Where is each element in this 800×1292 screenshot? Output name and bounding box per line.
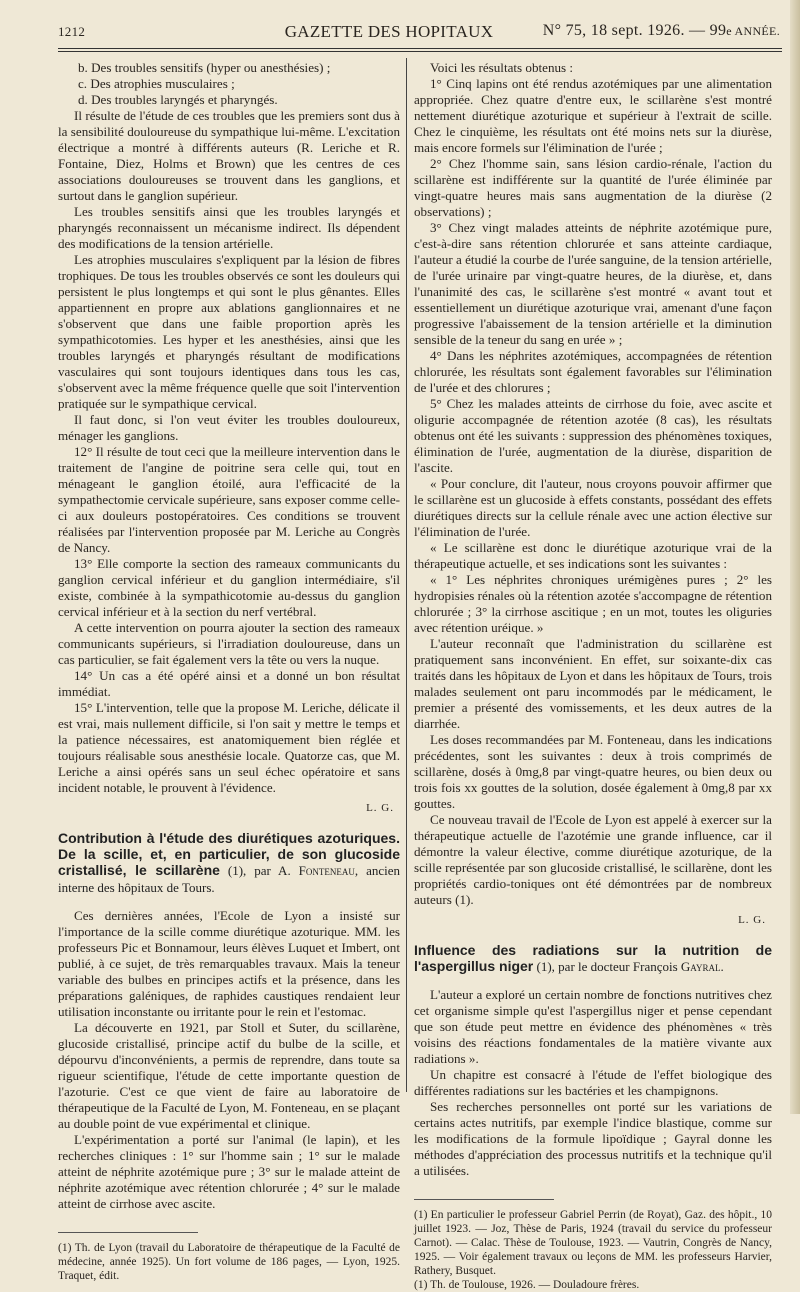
paragraph: 12° Il résulte de tout ceci que la meilleure intervention dans le traitement de l'angine de poitrine sera celle qui, tout en ménageant le ganglion étoilé, aura l'efficacité de la sympathectomie cervicale supérieure, sans exposer comme celle-ci aux douleurs postopératoires. Ces conditions se trouvent réalisées par l'intervention proposée par M. Leriche au Congrès de Nancy. <box>58 444 400 555</box>
paragraph: Il résulte de l'étude de ces troubles que les premiers sont dus à la sensibilité douloureuse du sympathique lui-même. L'excitation électrique a montré à différents auteurs (R. Leriche et R. Fontaine, Diez, Holms et Brown) que les centres de ces associations douloureuses se trouvent dans les ganglions, et surtout dans le ganglion supérieur. <box>58 108 400 203</box>
section-heading <box>414 942 772 975</box>
issue-suffix: e ANNÉE. <box>726 24 780 38</box>
signature: L. G. <box>738 914 766 926</box>
heading-rest: (1), par A. <box>219 863 299 878</box>
paragraph: 3° Chez vingt malades atteints de néphrite azotémique pure, c'est-à-dire sans rétention chlorurée et sans atteinte cardiaque, l'auteur a étudié la courbe de l'urée sanguine, de la tension artérielle, de l'urée urinaire par vingt-quatre heures, de la diurèse, et, dans l'unanimité des cas, le scillarène s'est montré « avant tout et essentiellement un diurétique azoturique vrai, amenant d'une façon progressive l'abaissement de la tension artérielle et la diminution sensible de la teneur du sang en urée » ; <box>414 220 772 347</box>
paragraph: 15° L'intervention, telle que la propose M. Leriche, délicate il est vrai, mais nullement difficile, si l'on sait y mettre le temps et la patience nécessaires, est anatomiquement bien réglée et toujours réalisable sous anesthésie locale. Quatorze cas, que M. Leriche a ainsi opérés sans un seul échec opératoire et sans incident notable, le prouvent à l'évidence. <box>58 700 400 795</box>
heading-author: Gayral <box>680 959 721 974</box>
heading-rest-end: , ancien interne des hôpitaux de Tours. <box>58 863 401 895</box>
right-column <box>414 60 772 1292</box>
heading-rest: (1), par le docteur François <box>533 959 681 974</box>
paragraph: Les atrophies musculaires s'expliquent par la lésion de fibres trophiques. De tous les troubles observés ce sont les douleurs qui persistent le plus longtemps et qui sont le plus gênantes. Elles appartiennent en propre aux ablations ganglionnaires et ne s'observent que dans une faible proportion après les sympathicotomies. Les hyper et les anesthésies, ainsi que les troubles laryngés et pharyngés résultant de modifications vasculaires qui sont toujours identiques dans tous les cas, s'observent avec la même fréquence quelle que soit l'intervention pratiquée sur le sympathique cervical. <box>58 252 400 411</box>
section-heading <box>58 830 400 896</box>
paragraph: A cette intervention on pourra ajouter la section des rameaux communicants supérieurs, si l'irradiation douloureuse, dans un cas particulier, se fait également vers la tête ou vers la nuque. <box>58 620 400 667</box>
left-column <box>58 60 400 1283</box>
paragraph: La découverte en 1921, par Stoll et Suter, du scillarène, glucoside cristallisé, principe actif du bulbe de la scille, et dépourvu d'inconvénients, a permis de reprendre, dans toute sa rigueur scientifique, l'étude de cette importante question de l'azoturie. C'est ce que vient de faire au laboratoire de thérapeutique de la Faculté de Lyon, M. Fonteneau, en se plaçant au double point de vue expérimental et clinique. <box>58 1020 400 1131</box>
paragraph: Voici les résultats obtenus : <box>430 60 574 75</box>
paragraph: « 1° Les néphrites chroniques urémigènes pures ; 2° les hydropisies rénales où la rétention azotée s'accompagne de rétention chlorurée ; 3° la cirrhose ascitique ; en un mot, toutes les oliguries avec rétention uréique. » <box>414 572 772 635</box>
paragraph: « Le scillarène est donc le diurétique azoturique vrai de la thérapeutique actuelle, et ses indications sont les suivantes : <box>414 540 772 571</box>
running-header <box>58 22 780 44</box>
paragraph: Ces dernières années, l'Ecole de Lyon a insisté sur l'importance de la scille comme diurétique azoturique. MM. les professeurs Pic et Bonnamour, leurs élèves Luquet et Imbert, ont publié, à ce sujet, de très remarquables travaux. Mais la teneur variable des bulbes en principes actifs et la présence, dans les préparations galéniques, de raphides caustiques rendaient leur utilisation inconstante ou irritante pour le rein et l'estomac. <box>58 908 400 1019</box>
paragraph: 13° Elle comporte la section des rameaux communicants du ganglion cervical inférieur et du ganglion intermédiaire, s'il existe, combinée à la sympathicotomie au-dessus du ganglion cervical inférieur et à la section du nerf vertébral. <box>58 556 400 619</box>
paragraph: 2° Chez l'homme sain, sans lésion cardio-rénale, l'action du scillarène est indifférente sur la quantité de l'urée éliminée par vingt-quatre heures mais sans augmentation de la diurèse (2 observations) ; <box>414 156 772 219</box>
paragraph: 4° Dans les néphrites azotémiques, accompagnées de rétention chlorurée, les résultats sont également favorables sur l'élimination de l'urée et des chlorures ; <box>414 348 772 395</box>
footnote: (1) Th. de Lyon (travail du Laboratoire de thérapeutique de la Faculté de médecine, année 1925). Un fort volume de 186 pages, — Lyon, 1925. Traquet, édit. <box>58 1242 400 1282</box>
header-rule <box>58 48 782 52</box>
page-edge-shadow <box>790 0 800 1114</box>
page-number: 1212 <box>58 24 86 39</box>
heading-rest-end: . <box>720 959 724 974</box>
heading-title: Influence des radiations sur la nutrition de l'aspergillus niger <box>414 942 772 974</box>
paragraph: L'auteur a exploré un certain nombre de fonctions nutritives chez cet organisme simple qu'est l'aspergillus niger et pense cependant que son étude peut mettre en évidence des phénomènes « très voisins des réactions fondamentales de la matière vivante aux radiations ». <box>414 987 772 1066</box>
paragraph: 14° Un cas a été opéré ainsi et a donné un bon résultat immédiat. <box>58 668 400 699</box>
paragraph: Les troubles sensitifs ainsi que les troubles laryngés et pharyngés reconnaissent un mécanisme indirect. Ils dépendent des modifications de la tension artérielle. <box>58 204 400 251</box>
paragraph: Ses recherches personnelles ont porté sur les variations de certains actes nutritifs, par exemple l'indice blastique, comme sur les modifications de la formule lipoïdique ; Gayral donne les méthodes d'appréciation des processus nutritifs et la technique qu'il a utilisées. <box>414 1099 772 1178</box>
footnote: (1) Th. de Toulouse, 1926. — Douladoure frères. <box>414 1279 640 1291</box>
list-item-b: b. Des troubles sensitifs (hyper ou anesthésies) ; <box>78 60 331 75</box>
footnote: (1) En particulier le professeur Gabriel Perrin (de Royat), Gaz. des hôpit., 10 juillet 1923. — Joz, Thèse de Paris, 1924 (travail du service du professeur Carnot). — Calac. Thèse de Toulouse, 1923. — Vautrin, Congrès de Nancy, 1925. — Voir également travaux ou leçons de MM. les professeurs Harvier, Rathery, Busquet. <box>414 1209 772 1277</box>
footnote-rule <box>58 1232 198 1233</box>
paragraph: 1° Cinq lapins ont été rendus azotémiques par une alimentation appropriée. Chez quatre d'entre eux, le scillarène s'est montré nettement diurétique azoturique et supérieur à l'extrait de scille. Chez le cinquième, les résultats ont été moins nets sur la diurèse, mais encore formels sur l'élimination de l'urée ; <box>414 76 772 155</box>
journal-title: GAZETTE DES HOPITAUX <box>284 22 494 41</box>
paragraph: Les doses recommandées par M. Fonteneau, dans les indications précédentes, sont les suivantes : deux à trois comprimés de scillarène, dosés à 0mg,8 par vingt-quatre heures, ou bien deux ou trois fois xx gouttes de la solution, dosée également à 0mg,8 par xx gouttes. <box>414 732 772 811</box>
paragraph: L'auteur reconnaît que l'administration du scillarène est pratiquement sans inconvénient. En effet, sur soixante-dix cas traités dans les hôpitaux de Lyon et dans les hôpitaux de Tours, trois malades seulement ont paru incommodés par le médicament, le premier a présenté des vomissements, et les deux autres de la diarrhée. <box>414 636 772 731</box>
paragraph: L'expérimentation a porté sur l'animal (le lapin), et les recherches cliniques : 1° sur l'homme sain ; 1° sur le malade atteint de néphrite azotémique pure ; 3° sur le malade atteint de néphrite azotémique avec rétention chlorurée ; 4° sur le malade atteint de cirrhose avec ascite. <box>58 1132 400 1211</box>
footnote-rule <box>414 1199 554 1200</box>
issue-text: N° 75, 18 sept. 1926. — 99 <box>542 22 727 39</box>
paragraph: « Pour conclure, dit l'auteur, nous croyons pouvoir affirmer que le scillarène est un glucoside à effets constants, possédant des effets diurétiques directs sur la cellule rénale avec une action élective sur l'élimination de l'urée. <box>414 476 772 539</box>
paragraph: 5° Chez les malades atteints de cirrhose du foie, avec ascite et oligurie accompagnée de rétention azotée (8 cas), les résultats obtenus ont été les suivants : suppression des phénomènes toxiques, élimination de l'urée, augmentation de la diurèse, disparition de l'ascite. <box>414 396 772 475</box>
paragraph: Ce nouveau travail de l'Ecole de Lyon est appelé à exercer sur la thérapeutique actuelle de l'azotémie une grande influence, car il démontre la valeur élective, comme diurétique azoturique, de la scille représentée par son glucoside cristallisé, le scillarène, dont les propriétés cardio-toniques ont été démontrées par de nombreux auteurs (1). <box>414 812 772 907</box>
column-rule <box>406 58 407 1092</box>
list-item-d: d. Des troubles laryngés et pharyngés. <box>78 92 278 107</box>
heading-title: Contribution à l'étude des diurétiques azoturiques. De la scille, et, en particulier, de son glucoside cristallisé, le scillarène <box>58 830 400 878</box>
heading-author: Fonteneau <box>298 863 355 878</box>
issue-info <box>543 22 780 40</box>
paragraph: Un chapitre est consacré à l'étude de l'effet biologique des différentes radiations sur les bactéries et les champignons. <box>414 1067 772 1098</box>
paragraph: Il faut donc, si l'on veut éviter les troubles douloureux, ménager les ganglions. <box>58 412 400 443</box>
list-item-c: c. Des atrophies musculaires ; <box>78 76 235 91</box>
signature: L. G. <box>366 802 394 814</box>
